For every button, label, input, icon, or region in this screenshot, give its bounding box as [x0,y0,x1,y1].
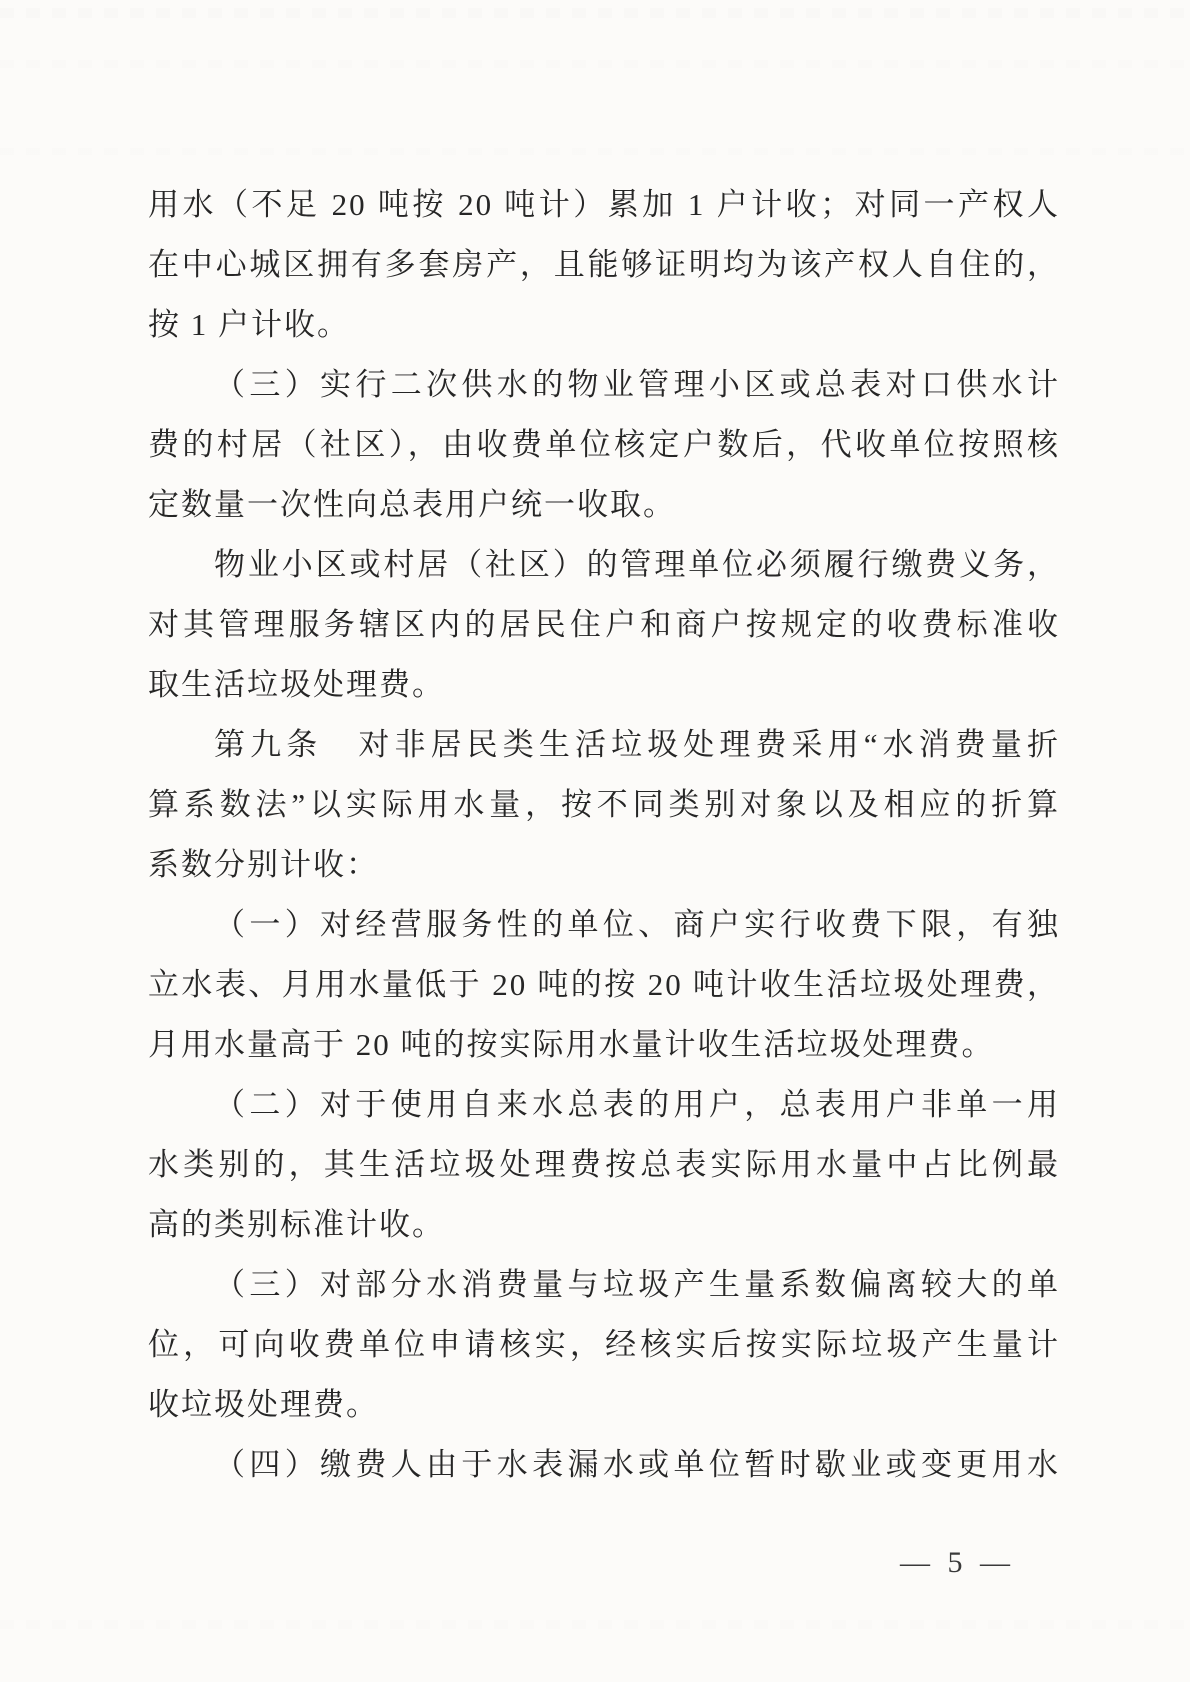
text-line: 月用水量高于 20 吨的按实际用水量计收生活垃圾处理费。 [148,1027,995,1062]
text-line: 立水表、月用水量低于 20 吨的按 20 吨计收生活垃圾处理费， [148,967,1060,1002]
text-line: （四）缴费人由于水表漏水或单位暂时歇业或变更用水 [214,1447,1060,1482]
scan-artifact [0,8,1190,18]
text-line: 在中心城区拥有多套房产，且能够证明均为该产权人自住的， [148,247,1060,282]
text-line: 物业小区或村居（社区）的管理单位必须履行缴费义务， [214,547,1060,582]
document-body [148,175,1060,1495]
text-line: 水类别的，其生活垃圾处理费按总表实际用水量中占比例最 [148,1147,1060,1182]
text-line: （三）实行二次供水的物业管理小区或总表对口供水计 [214,367,1060,402]
text-line: 用水（不足 20 吨按 20 吨计）累加 1 户计收；对同一产权人 [148,187,1060,222]
text-line: 按 1 户计收。 [148,307,350,342]
text-line: （一）对经营服务性的单位、商户实行收费下限，有独 [214,907,1060,942]
text-line: 系数分别计收： [148,847,379,882]
text-line: 取生活垃圾处理费。 [148,667,445,702]
text-line: 定数量一次性向总表用户统一收取。 [148,487,676,522]
text-line: 算系数法”以实际用水量，按不同类别对象以及相应的折算 [148,787,1060,822]
scan-artifact [0,60,1190,68]
text-line: （二）对于使用自来水总表的用户，总表用户非单一用 [214,1087,1060,1122]
scan-artifact [0,1620,1190,1629]
text-line: 收垃圾处理费。 [148,1387,379,1422]
text-line: 高的类别标准计收。 [148,1207,445,1242]
text-line: 第九条 对非居民类生活垃圾处理费采用“水消费量折 [214,727,1060,762]
text-line: 对其管理服务辖区内的居民住户和商户按规定的收费标准收 [148,607,1060,642]
text-line: 位，可向收费单位申请核实，经核实后按实际垃圾产生量计 [148,1327,1060,1362]
text-line: （三）对部分水消费量与垃圾产生量系数偏离较大的单 [214,1267,1060,1302]
text-line: 费的村居（社区），由收费单位核定户数后，代收单位按照核 [148,427,1060,462]
scan-artifact [0,148,1190,155]
page-number: — 5 — [900,1546,1015,1579]
